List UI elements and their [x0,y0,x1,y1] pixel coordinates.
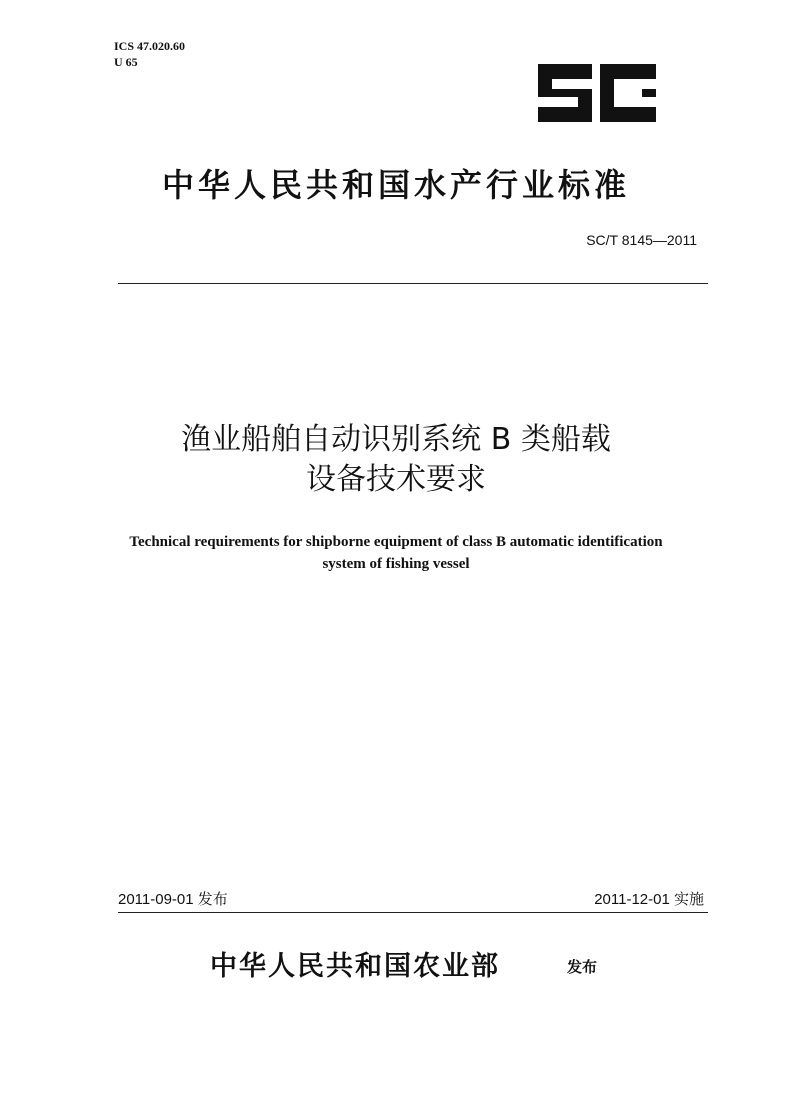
sc-logo [538,64,656,122]
footer-divider [118,912,708,913]
title-zh-line2: 设备技术要求 [306,462,486,497]
ics-code: ICS 47.020.60 [114,39,186,53]
ccs-code: U 65 [114,55,138,69]
issuer-name: 中华人民共和国农业部 [210,951,500,982]
title-zh-line1: 渔业船舶自动识别系统 B 类船载 [181,422,611,457]
document-title-zh [0,420,792,500]
document-title-en [0,531,792,575]
publish-date: 2011-09-01 发布 [118,891,228,908]
standard-number: SC/T 8145—2011 [586,232,697,248]
classification-codes [114,38,185,70]
header-divider [118,283,708,284]
org-title: 中华人民共和国水产行业标准 [161,166,630,204]
issuer-suffix: 发布 [567,958,598,976]
implement-date: 2011-12-01 实施 [594,891,704,908]
title-en-line1: Technical requirements for shipborne equipment of class B automatic identification [129,534,663,550]
title-en-line2: system of fishing vessel [322,556,470,572]
